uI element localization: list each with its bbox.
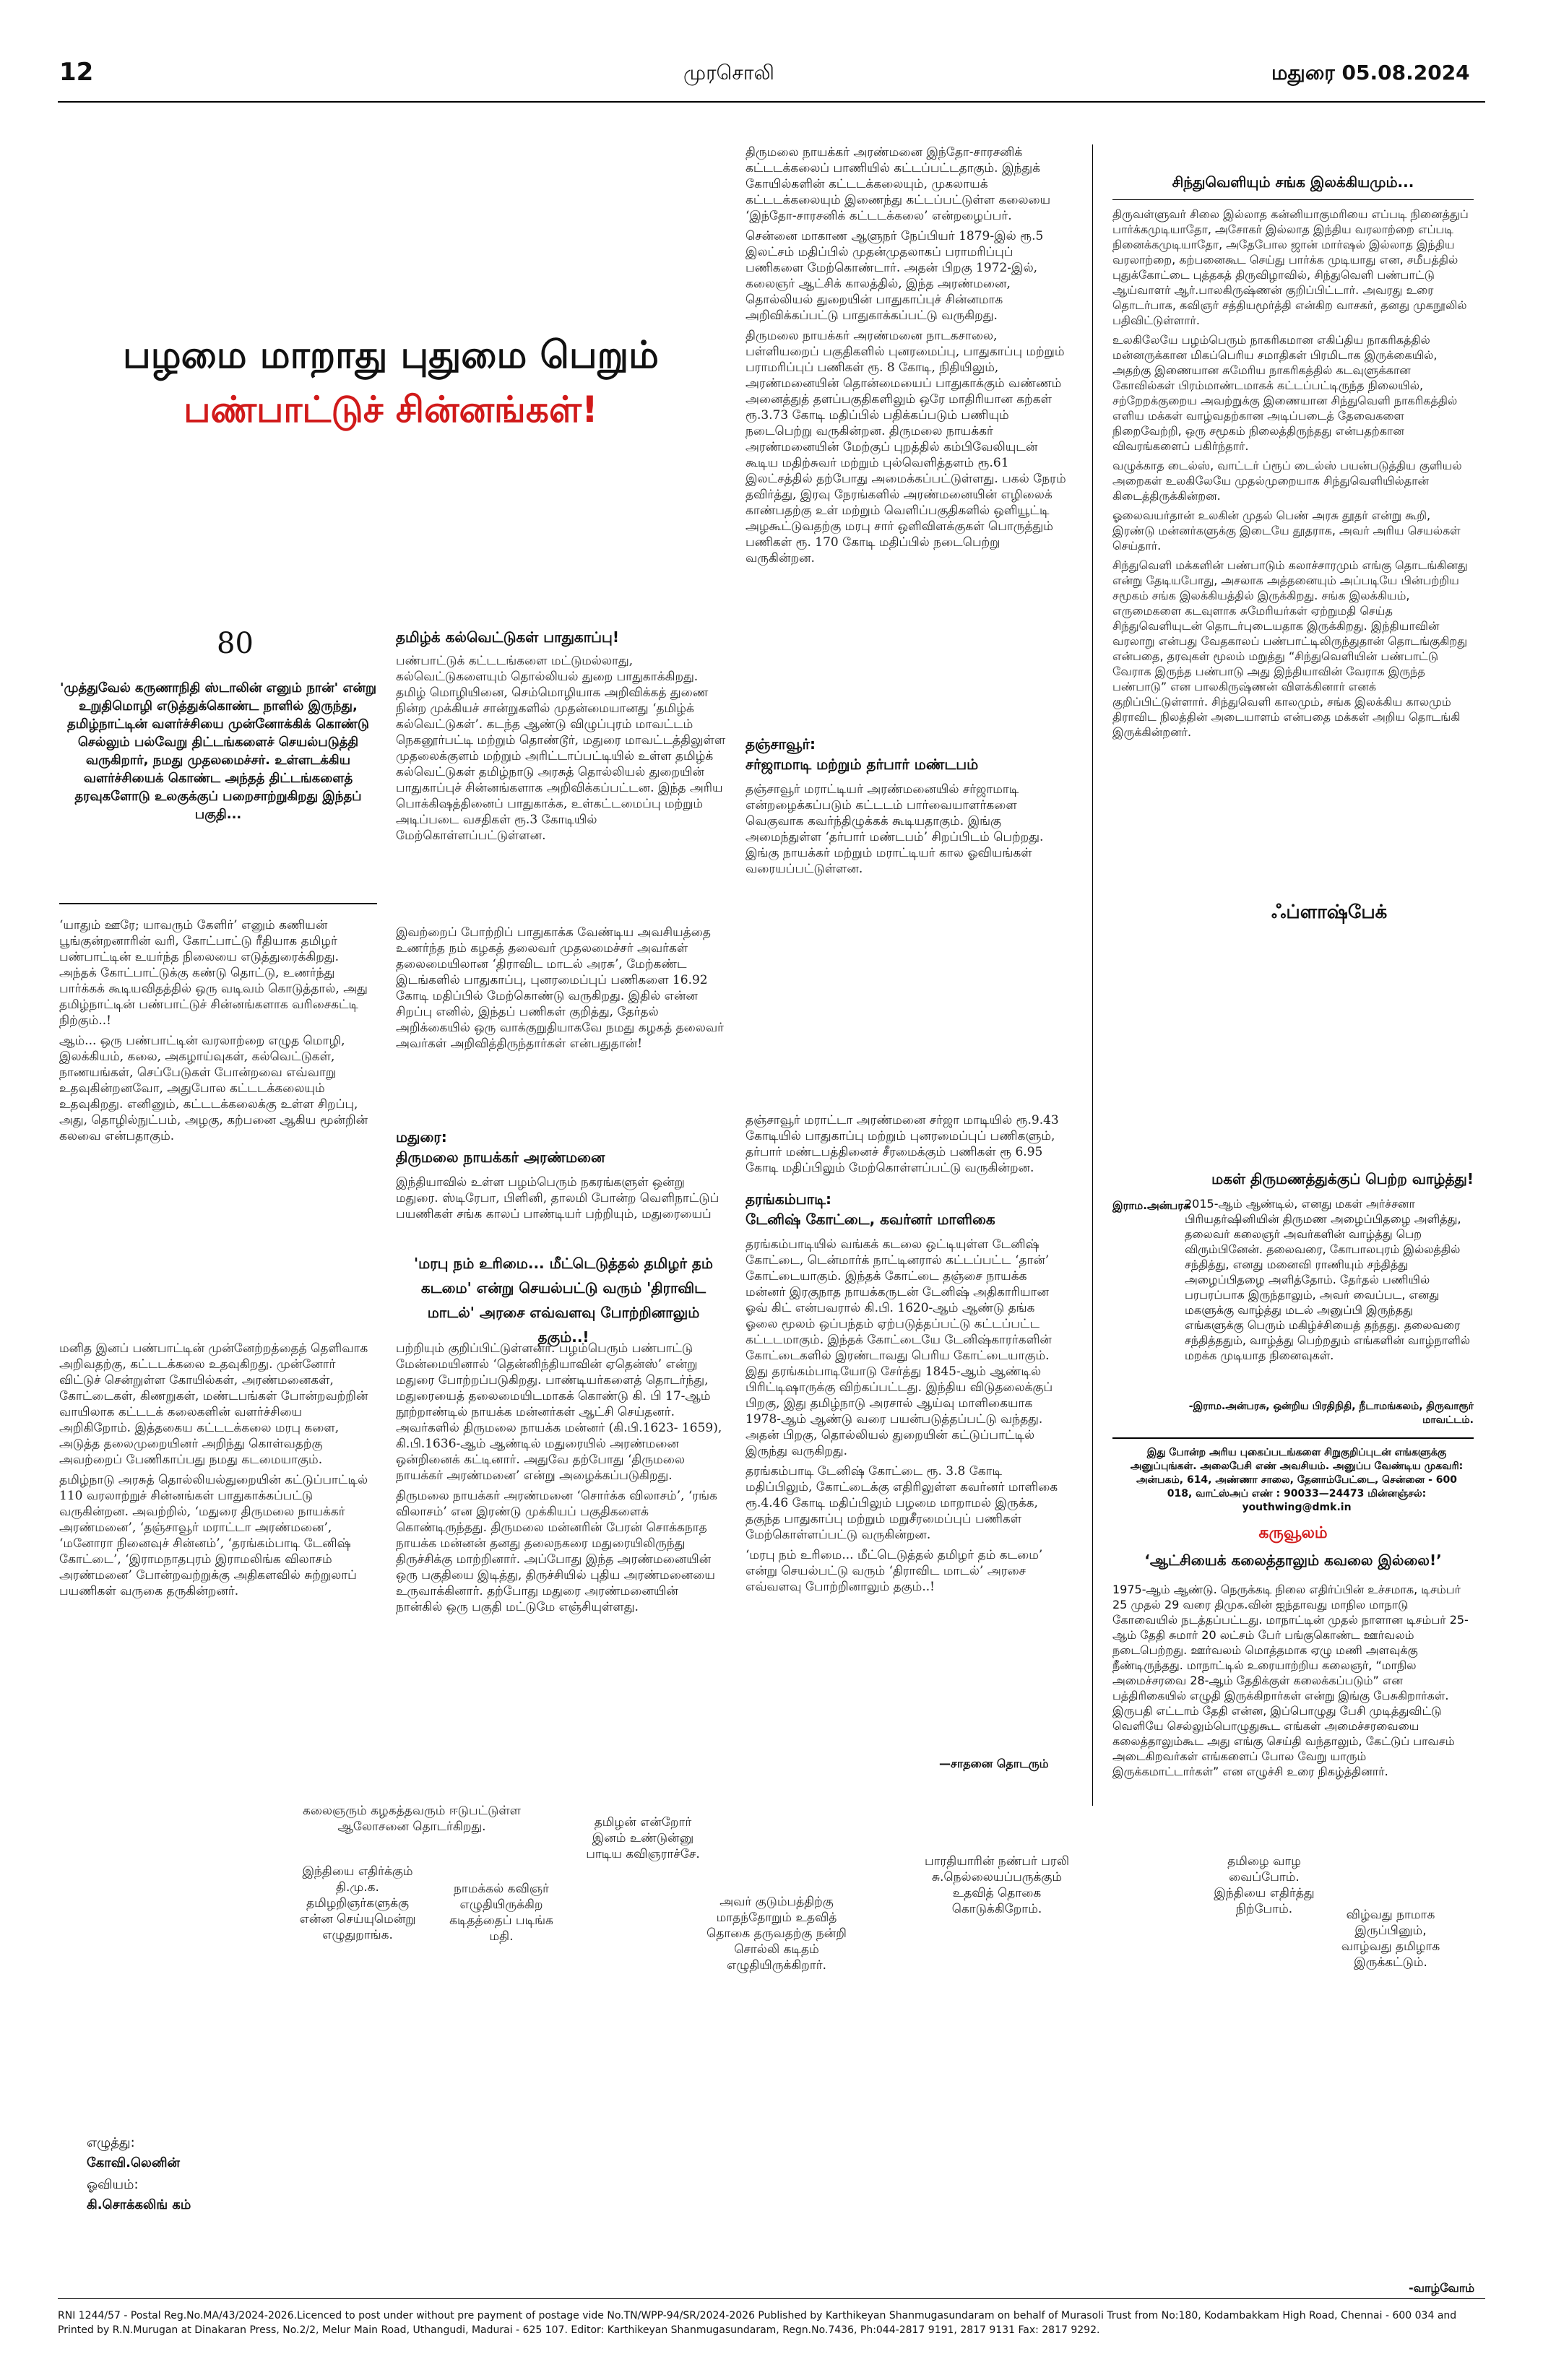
col4-para3: வழுக்காத டைல்ஸ், வாட்டர் ப்ரூப் டைல்ஸ் பயன்படுத்திய குளியல் அறைகள் உலகிலேயே முதல்முறையாக சிந்துவெளியில்தான் கிடைத்திருக்கின்றன.: [1112, 459, 1462, 503]
col3-para1: திருமலை நாயக்கர் அரண்மனை இந்தோ-சாரசனிக் கட்டடக்கலைப் பாணியில் கட்டப்பட்டதாகும். இந்துக் கோயில்களின் கட்டடக்கலையும், முகலாயக் கட்டடக்கலையும் இணைந்து கட்டப்பட்டுள்ள கலையை ‘இந்தோ-சாரசனிக் கட்டடக்கலை’ என்றழைப்பர்.: [745, 145, 1051, 223]
karuvoolam-label: கருவூலம்: [1258, 1524, 1328, 1542]
col3-subhead4: டேனிஷ் கோட்டை, கவர்னர் மாளிகை: [745, 1211, 995, 1228]
col1-text-a: [59, 917, 377, 1148]
col4-heading-rule: [1112, 199, 1474, 200]
col4-heading: சிந்துவெளியும் சங்க இலக்கியமும்...: [1172, 173, 1414, 191]
credit-name-writer: கோவி.லெனின்: [87, 2155, 180, 2171]
col3-para3: திருமலை நாயக்கர் அரண்மனை நாடகசாலை, பள்ளியறைப் பகுதிகளில் புனரமைப்பு, பாதுகாப்பு மற்றும் பராமரிப்புப் பணிகள் ரூ. 8 கோடி, நிதியிலும், அரண்மனையின் தொன்மையைப் பாதுகாக்கும் வண்ணம் அனைத்துத் தளப்பகுதிகளிலும் ஒரே மாதிரியான கற்கள் ரூ.3.73 கோடி மதிப்பில் பதிக்கப்படும் பணியும் நடைபெற்று வருகின்றன. திருமலை நாயக்கர் அரண்மனையின் மேற்குப் புறத்தில் கம்பிவேலியுடன் கூடிய மதிற்சுவர் மற்றும் புல்வெளித்தளம் ரூ.61 இலட்சத்தில் தற்போது அமைக்கப்பட்டுள்ளது. பகல் நேரம் தவிர்த்து, இரவு நேரங்களில் அரண்மனையின் எழிலைக் காண்பதற்கு உள் மற்றும் வெளிப்பகுதிகளில் ஒளியூட்டி அழகூட்டுவதற்கு மரபு சார் ஒளிவிளக்குகள் பொருத்தும் பணிகள் ரூ. 170 கோடி மதிப்பில் நடைபெற்று வருகின்றன.: [745, 329, 1066, 566]
col1-text-b: [59, 1341, 377, 1604]
col3-para2: சென்னை மாகாண ஆளுநர் நேப்பியர் 1879-இல் ரூ.5 இலட்சம் மதிப்பில் முதன்முதலாகப் பராமரிப்புப் பணிகளை மேற்கொண்டார். அதன் பிறகு 1972-இல், கலைஞர் ஆட்சிக் காலத்தில், இந்த அரண்மனை, தொல்லியல் துறையின் பாதுகாப்புச் சின்னமாக அறிவிக்கப்பட்டு பாதுகாக்கப்பட்டு வருகிறது.: [745, 229, 1044, 323]
col4-para1: திருவள்ளுவர் சிலை இல்லாத கன்னியாகுமரியை எப்படி நினைத்துப் பார்க்கமுடியாதோ, அசோகர் இல்லாத இந்திய வரலாற்றை எப்படி நினைக்கமுடியாதோ, அதேபோல ஜான் மார்ஷல் இல்லாத இந்திய வரலாற்றை, கற்பனைகூட செய்து பார்க்க முடியாது என, சமீபத்தில் புதுக்கோட்டை புத்தகத் திருவிழாவில், சிந்துவெளி பண்பாட்டு ஆய்வாளர் ஆர்.பாலகிருஷ்ணன் குறிப்பிட்டார். அவரது உரை தொடர்பாக, கவிஞர் சத்தியமூர்த்தி என்கிற வாசகர், தனது முகநூலில் பதிவிட்டுள்ளார்.: [1112, 207, 1469, 327]
col3-text-b: [745, 1237, 1071, 1599]
col2-para5: திருமலை நாயக்கர் அரண்மனை ‘சொர்க்க விலாசம்’, ‘ரங்க விலாசம்’ என இரண்டு முக்கியப் பகுதிகளைக் கொண்டிருந்தது. திருமலை மன்னரின் பேரன் சொக்கநாத நாயக்க மன்னன் தனது தலைநகரை மதுரையிலிருந்து திருச்சிக்கு மாற்றினார். அப்போது இந்த அரண்மனையின் ஒரு பகுதியை இடித்து, திருச்சியில் புதிய அரண்மனையை உருவாக்கினார். தற்போது மதுரை அரண்மனையின் நான்கில் ஒரு பகுதி மட்டுமே எஞ்சியுள்ளது.: [396, 1489, 717, 1614]
col3-para6: தரங்கம்பாடியில் வங்கக் கடலை ஒட்டியுள்ள டேனிஷ் கோட்டை, டென்மார்க் நாட்டினரால் கட்டப்பட்ட ‘தான்’ கோட்டையாகும். இந்தக் கோட்டை தஞ்சை நாயக்க மன்னர் இரகுநாத நாயக்கருடன் டேனிஷ் அதிகாரியான ஓவ் கிட் என்பவரால் கி.பி. 1620-ஆம் ஆண்டு தங்க ஓலை மூலம் ஒப்பந்தம் ஏற்படுத்தப்பட்டு கட்டப்பட்ட கட்டடமாகும். இந்தக் கோட்டையே டேனிஷ்காரர்களின் கோட்டைகளில் இரண்டாவது பெரிய கோட்டையாகும். இது தரங்கம்பாடியோடு சேர்த்து 1845-ஆம் ஆண்டில் பிரிட்டிஷாருக்கு விற்கப்பட்டது. இந்திய விடுதலைக்குப் பிறகு, இது தமிழ்நாடு அரசால் ஆய்வு மாளிகையாக 1978-ஆம் ஆண்டு வரை பயன்படுத்தப்பட்டு வந்தது. அதன் பிறகு, தொல்லியல் துறையின் கட்டுப்பாட்டில் இருந்து வருகிறது.: [745, 1237, 1053, 1458]
col2-heading: தமிழ்க் கல்வெட்டுகள் பாதுகாப்பு!: [396, 628, 620, 646]
cartoon-bubble-3: நாமக்கல் கவிஞர் எழுதியிருக்கிற கடிதத்தைப் படிங்க மதி.: [449, 1882, 553, 1944]
cartoon-bubble-8: விழ்வது நாமாக இருப்பினும், வாழ்வது தமிழாக இருக்கட்டும்.: [1341, 1908, 1440, 1970]
col2-para1: பண்பாட்டுக் கட்டடங்களை மட்டுமல்லாது, கல்வெட்டுகளையும் தொல்லியல் துறை பாதுகாக்கிறது. தமிழ் மொழியினை, செம்மொழியாக அறிவிக்கத் துணை நின்ற முக்கியச் சான்றுகளில் முதன்மையானது ‘தமிழ்க் கல்வெட்டுகள்’. கடந்த ஆண்டு விழுப்புரம் மாவட்டம் நெகனூர்பட்டி மற்றும் தொண்டூர், மதுரை மாவட்டத்திலுள்ள முதலைக்குளம் மற்றும் அரிட்டாப்பட்டியில் உள்ள தமிழ்க் கல்வெட்டுகள் தமிழ்நாடு அரசுத் தொல்லியல் துறையின் பாதுகாப்புச் சின்னங்களாக அறிவிக்கப்பட்டன. இந்த அரிய பொக்கிஷத்தினைப் பாதுகாக்க, உள்கட்டமைப்பு மற்றும் அடிப்படை வசதிகள் ரூ.3 கோடியில் மேற்கொள்ளப்பட்டுள்ளன.: [396, 654, 726, 843]
col2-subhead1: மதுரை:: [396, 1128, 447, 1146]
col3-para5: தஞ்சாவூர் மராட்டா அரண்மனை சர்ஜா மாடியில் ரூ.9.43 கோடியில் பாதுகாப்பு மற்றும் புனரமைப்புப் பணிகளும், தர்பார் மண்டபத்தினைச் சீரமைக்கும் பணிகள் ரூ 6.95 கோடி மதிப்பிலும் மேற்கொள்ளப்பட்டு வருகின்றன.: [745, 1113, 1059, 1175]
col2-para3: இந்தியாவில் உள்ள பழம்பெரும் நகரங்களுள் ஒன்று மதுரை. ஸ்டிரேபா, பிளினி, தாலமி போன்ற வெளிநாட்டுப் பயணிகள் சங்க காலப் பாண்டியர் பற்றியும், மதுரையைப்: [396, 1175, 719, 1221]
karuvoolam-title: ‘ஆட்சியைக் கலைத்தாலும் கவலை இல்லை!’: [1144, 1552, 1442, 1569]
cartoon-bubble-2: இந்தியை எதிர்க்கும் தி.மு.க. தமிழறிஞர்களுக்கு என்ன செய்யுமென்று எழுதுறாங்க.: [299, 1864, 416, 1942]
flashback-box-byline: இராம.அன்பரசு: [1112, 1199, 1190, 1212]
col3-para4: தஞ்சாவூர் மராட்டியர் அரண்மனையில் சர்ஜாமாடி என்றழைக்கப்படும் கட்டடம் பார்வையாளர்களை வெகுவாக கவர்ந்திழுக்கக் கூடியதாகும். இங்கு அமைந்துள்ள ‘தர்பார் மண்டபம்’ சிறப்பிடம் பெற்றது. இங்கு நாயக்கர் மற்றும் மராட்டியர் கால ஓவியங்கள் வரையப்பட்டுள்ளன.: [745, 782, 1044, 876]
cartoon-bubble-6: பாரதியாரின் நண்பர் பரலி சு.நெல்லையப்பருக்கும் உதவித் தொகை கொடுக்கிறோம்.: [924, 1854, 1070, 1916]
cartoon-bubble-1: கலைஞரும் கழகத்தவரும் ஈடுபட்டுள்ள ஆலோசனை தொடர்கிறது.: [302, 1804, 522, 1834]
col1-para2: ஆம்... ஒரு பண்பாட்டின் வரலாற்றை எழுத மொழி, இலக்கியம், கலை, அகழாய்வுகள், கல்வெட்டுகள், நாணயங்கள், செப்பேடுகள் போன்றவை எவ்வாறு உதவுகின்றனவோ, அதுபோல கட்டடக்கலையும் உதவுகிறது. எனினும், கட்டடக்கலைக்கு உள்ள சிறப்பு, அது, தொழில்நுட்பம், அழகு, கற்பனை ஆகிய மூன்றின் கலவை என்பதாகும்.: [59, 1034, 368, 1143]
anniversary-number: 80: [217, 627, 254, 660]
flashback-box-sign: -இராம.அன்பரசு, ஒன்றிய பிரதிநிதி, நீடாமங்கலம், திருவாரூர் மாவட்டம்.: [1188, 1401, 1474, 1426]
edition-date: மதுரை 05.08.2024: [1271, 61, 1470, 85]
masthead-rule: [58, 101, 1485, 103]
col1-para3: மனித இனப் பண்பாட்டின் முன்னேற்றத்தைத் தெளிவாக அறிவதற்கு, கட்டடக்கலை உதவுகிறது. முன்னோர் விட்டுச் சென்றுள்ள கோயில்கள், அரண்மனைகள், கோட்டைகள், கிணறுகள், மண்டபங்கள் போன்றவற்றின் வாயிலாக கட்டடக் கலைகளின் வளர்ச்சியை அறிகிறோம். இத்தகைய கட்டடக்கலை மரபு களை, அடுத்த தலைமுறையினர் அறிந்து கொள்வதற்கு அவற்றைப் பேணிகாப்பது நமது கடமையாகும்.: [59, 1341, 368, 1467]
col3-para7: தரங்கம்பாடி டேனிஷ் கோட்டை ரூ. 3.8 கோடி மதிப்பிலும், கோட்டைக்கு எதிரிலுள்ள கவர்னர் மாளிகை ரூ.4.46 கோடி மதிப்பிலும் பழமை மாறாமல் இருக்க, தகுந்த பாதுகாப்பு மற்றும் மறுசீரமைப்புப் பணிகள் மேற்கொள்ளப்பட்டு வருகின்றன.: [745, 1464, 1058, 1542]
col4-para2: உலகிலேயே பழம்பெரும் நாகரிகமான எகிப்திய நாகரிகத்தில் மன்னருக்கான மிகப்பெரிய சமாதிகள் பிரமிடாக இருக்கையில், அதற்கு இணையான சுமேரிய நாகரிகத்தில் கடவுளுக்கான கோவில்கள் பிரம்மாண்டமாகக் கட்டப்பட்டிருந்த நிலையில், சற்றேறக்குறைய அவற்றுக்கு இணையான சிந்துவெளி நாகரிகத்தில் எளிய மக்கள் வாழ்வதற்கான அடிப்படைத் தேவைகளை நிறைவேற்றி, ஒரு சமூகம் நிலைத்திருந்தது என்பதற்கான விவரங்களைப் பகிர்ந்தார்.: [1112, 333, 1458, 453]
cartoon-bubble-4: தமிழன் என்றோர் இனம் உண்டுன்னு பாடிய கவிஞராச்சே.: [586, 1815, 700, 1861]
pull-quote: 'மரபு நம் உரிமை... மீட்டெடுத்தல் தமிழர் தம் கடமை' என்று செயல்பட்டு வரும் 'திராவிட மாடல்' அரசை எவ்வளவு போற்றினாலும் தகும்..!: [414, 1255, 713, 1346]
headline-line2: பண்பாட்டுச் சின்னங்கள்!: [183, 389, 598, 430]
col2-text-b: [396, 1341, 728, 1619]
col3-para8: ‘மரபு நம் உரிமை... மீட்டெடுத்தல் தமிழர் தம் கடமை’ என்று செயல்பட்டு வரும் ‘திராவிட மாடல்’ அரசை எவ்வளவு போற்றினாலும் தகும்..!: [745, 1548, 1043, 1594]
col3-subhead2: சர்ஜாமாடி மற்றும் தர்பார் மண்டபம்: [745, 756, 979, 773]
signoff: -வாழ்வோம்: [1409, 2281, 1475, 2295]
cartoon-bubble-5: அவர் குடும்பத்திற்கு மாதந்தோறும் உதவித் தொகை தருவதற்கு நன்றி சொல்லி கடிதம் எழுதியிருக்கிறார்.: [706, 1895, 847, 1973]
continued-note: —சாதனை தொடரும்: [939, 1757, 1049, 1770]
portrait-caption: 'முத்துவேல் கருணாநிதி ஸ்டாலின் எனும் நான்' என்று உறுதிமொழி எடுத்துக்கொண்ட நாளில் இருந்து, தமிழ்நாட்டின் வளர்ச்சியை முன்னோக்கிக் கொண்டு செல்லும் பல்வேறு திட்டங்களைச் செயல்படுத்தி வருகிறார், நமது முதலமைச்சர். உள்ளடக்கிய வளர்ச்சியைக் கொண்ட அந்தத் திட்டங்களைத் தரவுகளோடு உலகுக்குப் பறைசாற்றுகிறது இந்தப் பகுதி...: [59, 680, 376, 822]
caption-rule: [59, 903, 377, 904]
headline-line1: பழமை மாறாது புதுமை பெறும்: [123, 334, 659, 377]
col2-para4: பற்றியும் குறிப்பிட்டுள்ளனர். பழம்பெரும் பண்பாட்டு மேன்மையினால் ‘தென்னிந்தியாவின் ஏதென்ஸ்’ என்று மதுரை போற்றப்படுகிறது. பாண்டியர்களைத் தொடர்ந்து, மதுரையைத் தலைமையிடமாகக் கொண்டு கி. பி 17-ஆம் நூற்றாண்டில் நாயக்க மன்னர்கள் ஆட்சி செய்தனர். அவர்களில் திருமலை நாயக்க மன்னர் (கி.பி.1623- 1659), கி.பி.1636-ஆம் ஆண்டில் மதுரையில் அரண்மனை ஒன்றினைக் கட்டினார். அதுவே தற்போது ‘திருமலை நாயக்கர் அரண்மனை’ என்று அழைக்கப்படுகிறது.: [396, 1341, 722, 1483]
flashback-box-heading: மகள் திருமணத்துக்குப் பெற்ற வாழ்த்து!: [1211, 1170, 1474, 1187]
credit-label-artist: ஓவியம்:: [87, 2177, 139, 2192]
imprint: RNI 1244/57 - Postal Reg.No.MA/43/2024-2026.Licenced to post under without pre payment of postage vide No.TN/WPP-94/SR/2024-2026 Published by Karthikeyan Shanmugasundaram on behalf of Murasoli Trust from No:180, Kodambakkam High Road, Chennai - 600 034 and Printed by R.N.Murugan at Dinakaran Press, No.2/2, Melur Main Road, Uthangudi, Madurai - 625 107. Editor: Karthikeyan Shanmugasundaram, Regn.No.7436, Ph:044-2817 9191, 2817 9131 Fax: 2817 9292.: [58, 2310, 1457, 2336]
col4-text: [1112, 207, 1474, 744]
page-number: 12: [59, 58, 94, 87]
karuvoolam-body: 1975-ஆம் ஆண்டு. நெருக்கடி நிலை எதிர்ப்பின் உச்சமாக, டிசம்பர் 25 முதல் 29 வரை திமுக.வின் ஐந்தாவது மாநில மாநாடு கோவையில் நடத்தப்பட்டது. மாநாட்டின் முதல் நாளான டிசம்பர் 25-ஆம் தேதி சுமார் 20 லட்சம் பேர் பங்குகொண்ட ஊர்வலம் நடைபெற்றது. ஊர்வலம் மொத்தமாக ஏழு மணி அளவுக்கு நீண்டிருந்தது. மாநாட்டில் உரையாற்றிய கலைஞர், “மாநில அமைச்சரவை 28-ஆம் தேதிக்குள் கலைக்கப்படும்” என பத்திரிகையில் எழுதி இருக்கிறார்கள் என்று இங்கு பேசுகிறார்கள். இருபதி எட்டாம் தேதி என்ன, இப்பொழுது பேசி முடித்துவிட்டு வெளியே செல்லும்பொழுதுகூட எங்கள் அமைச்சரவையை கலைத்தாலும்கூட அது எங்கு செய்தி வந்தாலும், கேட்டுப் பாவசம் அடைகிறவர்கள் எங்களைப் போல வேறு யாரும் இருக்கமாட்டார்கள்” என எழுச்சி உரை நிகழ்த்தினார்.: [1112, 1583, 1469, 1778]
flashback-label: ஃப்ளாஷ்பேக்: [1271, 901, 1388, 923]
credit-name-artist: கி.சொக்கலிங் கம்: [87, 2197, 191, 2212]
col3-text-a: [745, 144, 1071, 571]
col2-subhead2: திருமலை நாயக்கர் அரண்மனை: [396, 1148, 605, 1166]
flashback-box-rule: [1112, 1437, 1474, 1439]
col2-para2: இவற்றைப் போற்றிப் பாதுகாக்க வேண்டிய அவசியத்தை உணர்ந்த நம் கழகத் தலைவர் முதலமைச்சர் அவர்கள் தலைமையிலான ‘திராவிட மாடல் அரசு’, மேற்கண்ட இடங்களில் பாதுகாப்பு, புனரமைப்புப் பணிகளை 16.92 கோடி மதிப்பில் மேற்கொண்டு வருகிறது. இதில் என்ன சிறப்பு எனில், இந்தப் பணிகள் குறித்து, தேர்தல் அறிக்கையில் ஒரு வாக்குறுதியாகவே நமது கழகத் தலைவர் அவர்கள் அறிவித்திருந்தார்கள் என்பதுதான்!: [396, 925, 725, 1051]
col4-para4: ஓலைவயர்தான் உலகின் முதல் பெண் அரசு தூதர் என்று கூறி, இரண்டு மன்னர்களுக்கு இடையே தூதராக, அவர் அரிய செயல்கள் செய்தார்.: [1112, 509, 1461, 553]
cartoon-bubble-7: தமிழை வாழ வைப்போம். இந்தியை எதிர்த்து நிற்போம்.: [1214, 1854, 1315, 1916]
imprint-rule: [58, 2298, 1485, 2299]
credit-label-writer: எழுத்து:: [87, 2135, 135, 2150]
col1-para1: ‘யாதும் ஊரே; யாவரும் கேளிர்’ எனும் கணியன் பூங்குன்றனாரின் வரி, கோட்பாட்டு ரீதியாக தமிழர் பண்பாட்டின் உயர்ந்த நிலையை எடுத்துரைக்கிறது. அந்தக் கோட்பாட்டுக்கு கண்டு தொட்டு, உணர்ந்து பார்க்கக் கூடியவிதத்தில் ஒரு வடிவம் கொடுத்தால், அது தமிழ்நாட்டின் பண்பாட்டுச் சின்னங்களாக வரிசைகட்டி நிற்கும்..!: [59, 918, 368, 1028]
col1-para4: தமிழ்நாடு அரசுத் தொல்லியல்துறையின் கட்டுப்பாட்டில் 110 வரலாற்றுச் சின்னங்கள் பாதுகாக்கப்பட்டு வருகின்றன. அவற்றில், ‘மதுரை திருமலை நாயக்கர் அரண்மனை’, ‘தஞ்சாவூர் மராட்டா அரண்மனை’, ‘மனோரா நினைவுச் சின்னம்’, ‘தரங்கம்பாடி டேனிஷ் கோட்டை’, ‘இராமநாதபுரம் இராமலிங்க விலாசம் அரண்மனை’ போன்றவற்றுக்கு அதிகளவில் சுற்றுலாப் பயணிகள் வருகை தருகின்றனர்.: [59, 1473, 368, 1598]
col3-subhead1: தஞ்சாவூர்:: [745, 735, 816, 753]
col4-para5: சிந்துவெளி மக்களின் பண்பாடும் கலாச்சாரமும் எங்கு தொடங்கினது என்று தேடியபோது, அசலாக அத்தனையும் அப்படியே பின்பற்றிய சமூகம் சங்க இலக்கியத்தில் இருக்கிறது. சங்க இலக்கியம், எருமைகளை கடவுளாக சுமேரியர்கள் ஏற்றுமதி செய்த சிந்துவெளியுடன் தொடர்புடையதாக இருக்கிறது. இந்தியாவின் வரலாறு என்பது வேதகாலப் பண்பாட்டிலிருந்துதான் தொடங்குகிறது என்பதை, தரவுகள் மூலம் மறுத்து “சிந்துவெளியின் பண்பாட்டு வேராக இருந்த பண்பாடு அது இந்தியாவின் வேராக இருந்த பண்பாடு” என பாலகிருஷ்ணன் விளக்கினார் எனக் குறிப்பிட்டுள்ளார். சிந்துவெளி காலமும், சங்க இலக்கிய காலமும் திராவிட நிலத்தின் அடையாளம் என்பதை மக்கள் அறிய தொடங்கி இருக்கின்றனர்.: [1112, 558, 1468, 739]
flashback-box-body: 2015-ஆம் ஆண்டில், எனது மகள் அர்ச்சனா பிரியதர்ஷினியின் திருமண அழைப்பிதழை அளித்து, தலைவர் கலைஞர் அவர்களின் வாழ்த்து பெற விரும்பினேன். தலைவரை, கோபாலபுரம் இல்லத்தில் சந்தித்து, எனது மனைவி ராணியும் சந்தித்து அழைப்பிதழை அளித்தோம். தேர்தல் பணியில் பரபரப்பாக இருந்தாலும், அவர் வைப்பட, எனது மகளுக்கு வாழ்த்து மடல் அனுப்பி இருந்தது எங்களுக்கு பெரும் மகிழ்ச்சியைத் தந்தது. தலைவரை சந்தித்ததும், வாழ்த்து பெற்றதும் எங்களின் வாழ்நாளில் மறக்க முடியாத நினைவுகள்.: [1185, 1197, 1471, 1362]
col3-subhead3: தரங்கம்பாடி:: [745, 1190, 832, 1208]
contact-note: இது போன்ற அரிய புகைப்படங்களை சிறுகுறிப்புடன் எங்களுக்கு அனுப்புங்கள். அலைபேசி எண் அவசியம். அனுப்ப வேண்டிய முகவரி: அன்பகம், 614, அண்ணா சாலை, தேனாம்பேட்டை, சென்னை - 600 018, வாட்ஸ்அப் எண் : 90033—24473 மின்னஞ்சல்: youthwing@dmk.in: [1130, 1447, 1464, 1513]
column-rule: [1092, 144, 1093, 1806]
paper-name: முரசொலி: [683, 61, 774, 85]
